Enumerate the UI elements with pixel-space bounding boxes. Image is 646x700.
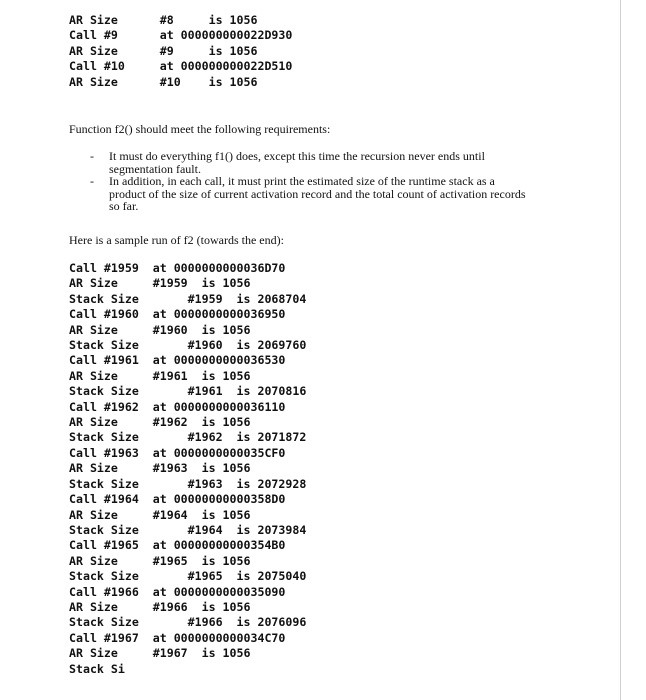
output-line: Stack Size #1959 is 2068704: [69, 291, 307, 306]
output-line: Stack Size #1963 is 2072928: [69, 476, 307, 491]
output-line: Call #1966 at 0000000000035090: [69, 584, 286, 599]
requirement-item: - It must do everything f1() does, except this time the recursion never ends until segmentation fault.: [90, 150, 530, 175]
output-line: Call #1964 at 00000000000358D0: [69, 492, 286, 507]
output-line: Call #1959 at 0000000000036D70: [69, 261, 286, 275]
top-program-output: [69, 13, 292, 90]
function-intro: Function f2() should meet the following requirements:: [69, 122, 331, 136]
output-line: AR Size #1961 is 1056: [69, 368, 251, 383]
output-line: Call #1962 at 0000000000036110: [69, 399, 286, 414]
output-line: AR Size #1959 is 1056: [69, 276, 251, 291]
requirements-list: [90, 150, 530, 213]
output-line: AR Size #1967 is 1056: [69, 646, 251, 661]
output-line: Call #1967 at 0000000000034C70: [69, 630, 286, 645]
output-line: Call #9 at 000000000022D930: [69, 28, 293, 43]
output-line: Call #1961 at 0000000000036530: [69, 353, 286, 368]
output-line: Stack Si: [69, 661, 125, 676]
output-line: AR Size #1964 is 1056: [69, 507, 251, 522]
output-line: AR Size #10 is 1056: [69, 74, 258, 89]
output-line: AR Size #9 is 1056: [69, 43, 258, 58]
output-line: Stack Size #1960 is 2069760: [69, 338, 307, 353]
output-line: Stack Size #1964 is 2073984: [69, 522, 307, 537]
output-line: Stack Size #1966 is 2076096: [69, 615, 307, 630]
output-line: Call #1960 at 0000000000036950: [69, 307, 286, 322]
sample-program-output: [69, 261, 306, 677]
output-line: AR Size #1960 is 1056: [69, 322, 251, 337]
output-line: Call #1963 at 0000000000035CF0: [69, 445, 286, 460]
output-line: Stack Size #1961 is 2070816: [69, 384, 307, 399]
output-line: AR Size #1966 is 1056: [69, 599, 251, 614]
output-line: Stack Size #1965 is 2075040: [69, 569, 307, 584]
output-line: Call #10 at 000000000022D510: [69, 59, 293, 74]
requirement-item: - In addition, in each call, it must print the estimated size of the runtime stack as a product of the size of current activation record and the total count of activation records so far.: [90, 175, 530, 213]
output-line: AR Size #1962 is 1056: [69, 415, 251, 430]
output-line: Stack Size #1962 is 2071872: [69, 430, 307, 445]
output-line: Call #1965 at 00000000000354B0: [69, 538, 286, 553]
output-line: AR Size #1965 is 1056: [69, 553, 251, 568]
output-line: AR Size #1963 is 1056: [69, 461, 251, 476]
sample-run-label: Here is a sample run of f2 (towards the end):: [69, 233, 284, 247]
output-line: AR Size #8 is 1056: [69, 13, 258, 27]
